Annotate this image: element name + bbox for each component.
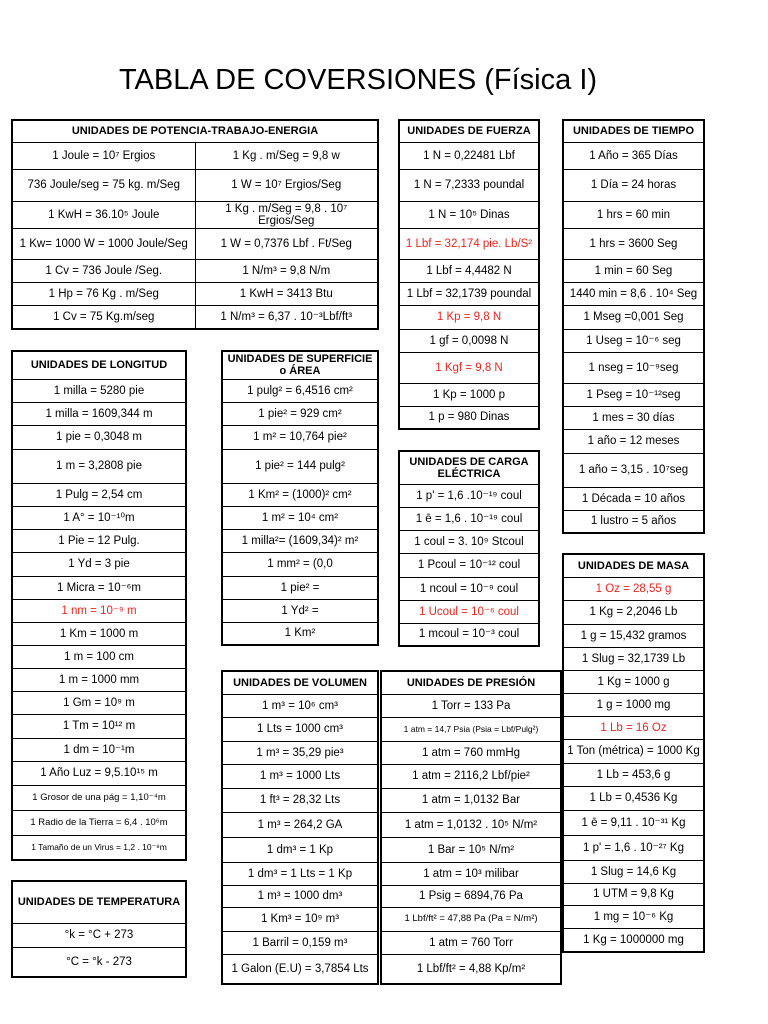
volumen-cell: 1 m³ = 1000 Lts <box>222 764 378 788</box>
fuerza-cell: 1 Lbf = 4,4482 N <box>399 259 539 282</box>
tiempo-cell: 1 nseg = 10⁻⁹seg <box>563 352 704 383</box>
longitud-table <box>11 350 187 861</box>
presion-cell: 1 atm = 760 mmHg <box>381 741 561 764</box>
tiempo-cell: 1 Día = 24 horas <box>563 169 704 201</box>
presion-cell: 1 atm = 1,0132 . 10⁵ N/m² <box>381 812 561 837</box>
superficie-cell: 1 Km² <box>222 622 378 645</box>
potencia-cell: 1 Cv = 75 Kg.m/seg <box>12 305 195 329</box>
carga-cell: 1 mcoul = 10⁻³ coul <box>399 623 539 646</box>
superficie-cell: 1 Yd² = <box>222 599 378 622</box>
tiempo-cell: 1 hrs = 60 min <box>563 201 704 228</box>
longitud-cell: 1 Km = 1000 m <box>12 622 186 645</box>
presion-cell: 1 atm = 2116,2 Lbf/pie² <box>381 764 561 788</box>
tiempo-cell: 1 año = 12 meses <box>563 429 704 453</box>
presion-cell: 1 Lbf/ft² = 4,88 Kp/m² <box>381 954 561 984</box>
superficie-table <box>221 350 379 646</box>
superficie-cell: 1 milla²= (1609,34)² m² <box>222 529 378 552</box>
tiempo-cell: 1 Pseg = 10⁻¹²seg <box>563 383 704 406</box>
potencia-cell: 1 N/m³ = 9,8 N/m <box>195 259 378 282</box>
presion-cell: 1 Lbf/ft² = 47,88 Pa (Pa = N/m²) <box>381 907 561 931</box>
masa-cell: 1 Lb = 0,4536 Kg <box>563 786 704 810</box>
longitud-cell: 1 pie = 0,3048 m <box>12 425 186 449</box>
volumen-cell: 1 Km³ = 10⁹ m³ <box>222 907 378 931</box>
tiempo-cell: 1 hrs = 3600 Seg <box>563 228 704 259</box>
masa-cell: 1 Slug = 14,6 Kg <box>563 860 704 883</box>
tiempo-cell: 1 Useg = 10⁻⁶ seg <box>563 329 704 352</box>
tiempo-cell: 1 Mseg =0,001 Seg <box>563 305 704 329</box>
masa-cell: 1 Kg = 1000000 mg <box>563 928 704 952</box>
volumen-cell: 1 dm³ = 1 Kp <box>222 837 378 862</box>
longitud-cell: 1 Pulg = 2,54 cm <box>12 483 186 506</box>
superficie-cell: 1 pie² = 144 pulg² <box>222 449 378 483</box>
temperatura-cell: °k = °C + 273 <box>12 923 186 947</box>
longitud-cell: 1 Gm = 10⁹ m <box>12 691 186 714</box>
fuerza-cell: 1 p = 980 Dinas <box>399 406 539 429</box>
potencia-cell: 1 W = 10⁷ Ergios/Seg <box>195 169 378 201</box>
temperatura-header: UNIDADES DE TEMPERATURA <box>12 881 186 923</box>
volumen-cell: 1 Galon (E.U) = 3,7854 Lts <box>222 954 378 984</box>
masa-cell: 1 ē = 9,11 . 10⁻³¹ Kg <box>563 810 704 835</box>
superficie-cell: 1 pie² = 929 cm² <box>222 402 378 425</box>
presion-cell: 1 Torr = 133 Pa <box>381 694 561 717</box>
potencia-cell: 1 KwH = 36.10⁵ Joule <box>12 201 195 228</box>
masa-cell: 1 Lb = 16 Oz <box>563 716 704 739</box>
superficie-cell: 1 Km² = (1000)² cm² <box>222 483 378 506</box>
presion-cell: 1 atm = 14,7 Psia (Psia = Lbf/Pulg²) <box>381 717 561 741</box>
page-title: TABLA DE COVERSIONES (Física I) <box>118 64 598 96</box>
fuerza-cell: 1 Lbf = 32,174 pie. Lb/S² <box>399 228 539 259</box>
masa-cell: 1 Kg = 1000 g <box>563 670 704 693</box>
carga-cell: 1 ncoul = 10⁻⁹ coul <box>399 577 539 600</box>
longitud-cell: 1 Grosor de una pág = 1,10⁻⁴m <box>12 785 186 810</box>
fuerza-cell: 1 N = 10⁵ Dinas <box>399 201 539 228</box>
potencia-cell: 1 N/m³ = 6,37 . 10⁻³Lbf/ft³ <box>195 305 378 329</box>
tiempo-table <box>562 119 705 534</box>
tiempo-cell: 1440 min = 8,6 . 10⁴ Seg <box>563 282 704 305</box>
longitud-cell: 1 m = 100 cm <box>12 645 186 668</box>
masa-header: UNIDADES DE MASA <box>563 554 704 577</box>
longitud-cell: 1 Radio de la Tierra = 6,4 . 10⁶m <box>12 810 186 835</box>
longitud-cell: 1 dm = 10⁻¹m <box>12 738 186 761</box>
longitud-cell: 1 milla = 1609,344 m <box>12 402 186 425</box>
potencia-cell: 1 Kg . m/Seg = 9,8 w <box>195 142 378 169</box>
longitud-cell: 1 A° = 10⁻¹⁰m <box>12 506 186 529</box>
tiempo-header: UNIDADES DE TIEMPO <box>563 120 704 142</box>
tiempo-cell: 1 lustro = 5 años <box>563 510 704 533</box>
potencia-cell: 1 Kg . m/Seg = 9,8 . 10⁷ Ergios/Seg <box>195 201 378 228</box>
carga-header: UNIDADES DE CARGA ELÉCTRICA <box>399 451 539 484</box>
masa-cell: 1 UTM = 9,8 Kg <box>563 883 704 905</box>
fuerza-cell: 1 N = 0,22481 Lbf <box>399 142 539 169</box>
potencia-cell: 1 Joule = 10⁷ Ergios <box>12 142 195 169</box>
longitud-cell: 1 Año Luz = 9,5.10¹⁵ m <box>12 761 186 785</box>
tiempo-cell: 1 mes = 30 días <box>563 406 704 429</box>
masa-cell: 1 Kg = 2,2046 Lb <box>563 600 704 624</box>
fuerza-table <box>398 119 540 430</box>
tiempo-cell: 1 Año = 365 Días <box>563 142 704 169</box>
presion-cell: 1 Bar = 10⁵ N/m² <box>381 837 561 862</box>
potencia-cell: 736 Joule/seg = 75 kg. m/Seg <box>12 169 195 201</box>
carga-cell: 1 p' = 1,6 .10⁻¹⁹ coul <box>399 484 539 507</box>
superficie-header: UNIDADES DE SUPERFICIE o ÁREA <box>222 351 378 379</box>
masa-cell: 1 p' = 1,6 . 10⁻²⁷ Kg <box>563 835 704 860</box>
masa-cell: 1 Oz = 28,55 g <box>563 577 704 600</box>
longitud-cell: 1 Tm = 10¹² m <box>12 714 186 738</box>
potencia-cell: 1 W = 0,7376 Lbf . Ft/Seg <box>195 228 378 259</box>
longitud-cell: 1 m = 3,2808 pie <box>12 449 186 483</box>
carga-table <box>398 450 540 647</box>
volumen-table <box>221 670 379 985</box>
superficie-cell: 1 mm² = (0,0 <box>222 552 378 576</box>
fuerza-cell: 1 Kgf = 9,8 N <box>399 352 539 383</box>
masa-cell: 1 Ton (métrica) = 1000 Kg <box>563 739 704 763</box>
potencia-table <box>11 119 379 330</box>
tiempo-cell: 1 Década = 10 años <box>563 487 704 510</box>
potencia-header: UNIDADES DE POTENCIA-TRABAJO-ENERGIA <box>12 120 378 142</box>
carga-cell: 1 Pcoul = 10⁻¹² coul <box>399 553 539 577</box>
carga-cell: 1 Ucoul = 10⁻⁶ coul <box>399 600 539 623</box>
fuerza-cell: 1 Kp = 1000 p <box>399 383 539 406</box>
masa-cell: 1 g = 15,432 gramos <box>563 624 704 647</box>
potencia-cell: 1 Cv = 736 Joule /Seg. <box>12 259 195 282</box>
longitud-header: UNIDADES DE LONGITUD <box>12 351 186 379</box>
presion-cell: 1 Psig = 6894,76 Pa <box>381 885 561 907</box>
tiempo-cell: 1 min = 60 Seg <box>563 259 704 282</box>
presion-table <box>380 670 562 985</box>
masa-cell: 1 Lb = 453,6 g <box>563 763 704 786</box>
longitud-cell: 1 m = 1000 mm <box>12 668 186 691</box>
potencia-cell: 1 Kw= 1000 W = 1000 Joule/Seg <box>12 228 195 259</box>
volumen-cell: 1 dm³ = 1 Lts = 1 Kp <box>222 862 378 885</box>
longitud-cell: 1 Yd = 3 pie <box>12 552 186 576</box>
volumen-cell: 1 m³ = 1000 dm³ <box>222 885 378 907</box>
temperatura-cell: °C = °k - 273 <box>12 947 186 977</box>
temperatura-table <box>11 880 187 978</box>
volumen-header: UNIDADES DE VOLUMEN <box>222 671 378 694</box>
volumen-cell: 1 m³ = 264,2 GA <box>222 812 378 837</box>
presion-cell: 1 atm = 10³ milibar <box>381 862 561 885</box>
fuerza-header: UNIDADES DE FUERZA <box>399 120 539 142</box>
volumen-cell: 1 m³ = 35,29 pie³ <box>222 741 378 764</box>
longitud-cell: 1 nm = 10⁻⁹ m <box>12 599 186 622</box>
presion-cell: 1 atm = 760 Torr <box>381 931 561 954</box>
masa-cell: 1 Slug = 32,1739 Lb <box>563 647 704 670</box>
fuerza-cell: 1 Lbf = 32,1739 poundal <box>399 282 539 305</box>
carga-cell: 1 coul = 3. 10⁹ Stcoul <box>399 530 539 553</box>
longitud-cell: 1 Pie = 12 Pulg. <box>12 529 186 552</box>
masa-cell: 1 mg = 10⁻⁶ Kg <box>563 905 704 928</box>
carga-cell: 1 ē = 1,6 . 10⁻¹⁹ coul <box>399 507 539 530</box>
fuerza-cell: 1 gf = 0,0098 N <box>399 329 539 352</box>
volumen-cell: 1 ft³ = 28,32 Lts <box>222 788 378 812</box>
longitud-cell: 1 Micra = 10⁻⁶m <box>12 576 186 599</box>
presion-header: UNIDADES DE PRESIÓN <box>381 671 561 694</box>
volumen-cell: 1 Barril = 0,159 m³ <box>222 931 378 954</box>
presion-cell: 1 atm = 1,0132 Bar <box>381 788 561 812</box>
masa-table <box>562 553 705 953</box>
tiempo-cell: 1 año = 3,15 . 10⁷seg <box>563 453 704 487</box>
potencia-cell: 1 Hp = 76 Kg . m/Seg <box>12 282 195 305</box>
potencia-cell: 1 KwH = 3413 Btu <box>195 282 378 305</box>
superficie-cell: 1 m² = 10⁴ cm² <box>222 506 378 529</box>
fuerza-cell: 1 N = 7,2333 poundal <box>399 169 539 201</box>
superficie-cell: 1 pie² = <box>222 576 378 599</box>
volumen-cell: 1 m³ = 10⁶ cm³ <box>222 694 378 717</box>
longitud-cell: 1 Tamaño de un Virus = 1,2 . 10⁻⁸m <box>12 835 186 860</box>
fuerza-cell: 1 Kp = 9,8 N <box>399 305 539 329</box>
superficie-cell: 1 m² = 10,764 pie² <box>222 425 378 449</box>
longitud-cell: 1 milla = 5280 pie <box>12 379 186 402</box>
masa-cell: 1 g = 1000 mg <box>563 693 704 716</box>
superficie-cell: 1 pulg² = 6,4516 cm² <box>222 379 378 402</box>
volumen-cell: 1 Lts = 1000 cm³ <box>222 717 378 741</box>
